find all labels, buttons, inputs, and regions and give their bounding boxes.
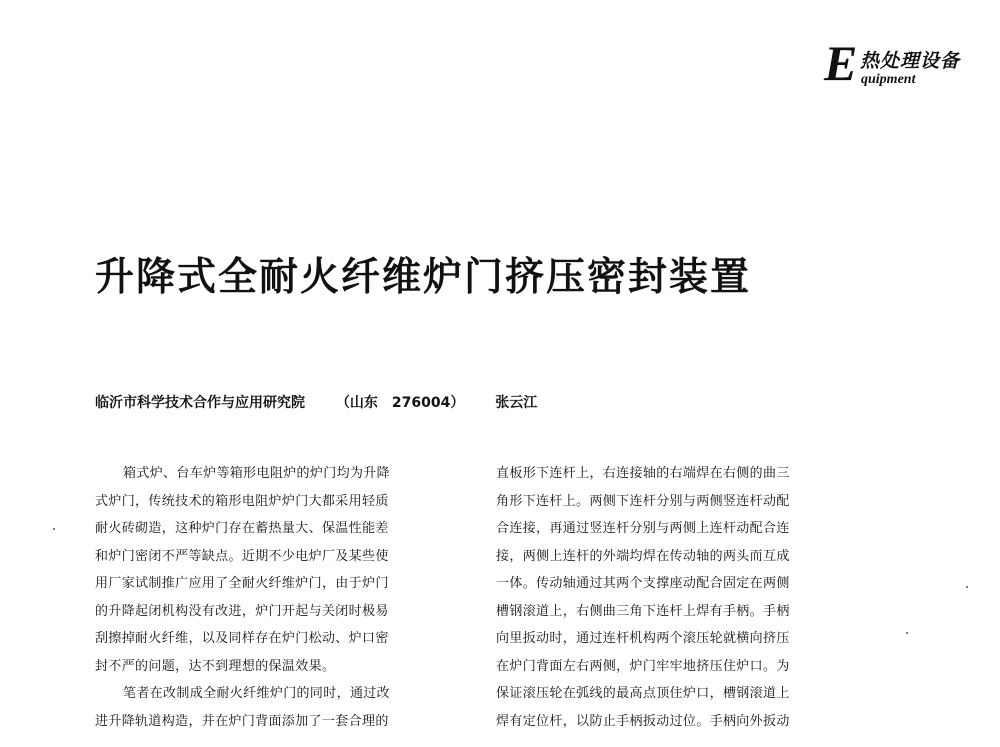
scan-speck [966, 586, 968, 588]
postal-code: （山东 276004） [335, 395, 465, 411]
body-column-left [95, 460, 463, 735]
text-line: 和炉门密闭不严等缺点。近期不少电炉厂及某些使 [95, 548, 389, 564]
text-line: 保证滚压轮在弧线的最高点顶住炉口，槽钢滚道上 [496, 686, 790, 701]
text-line: 直板形下连杆上，右连接轴的右端焊在右侧的曲三 [496, 466, 790, 481]
affiliation-line [95, 392, 537, 412]
text-line: 接，两侧上连杆的外端均焊在传动轴的两头而互成 [496, 548, 790, 564]
text-line: 槽钢滚道上，右侧曲三角下连杆上焊有手柄。手柄 [496, 603, 790, 619]
section-title-english: quipment [861, 72, 916, 87]
institution: 临沂市科学技术合作与应用研究院 [95, 395, 305, 411]
text-line: 合连接，再通过竖连杆分别与两侧上连杆动配合连 [496, 521, 790, 536]
text-line: 向里扳动时，通过连杆机构两个滚压轮就横向挤压 [496, 631, 790, 646]
text-line: 角形下连杆上。两侧下连杆分别与两侧竖连杆动配 [496, 493, 790, 509]
text-line: 焊有定位杆，以防止手柄扳动过位。手柄向外扳动 [496, 713, 790, 729]
text-line: 笔者在改制成全耐火纤维炉门的同时，通过改 [123, 686, 391, 701]
scan-speck [53, 528, 55, 530]
text-line: 一体。传动轴通过其两个支撑座动配合固定在两侧 [496, 576, 790, 591]
section-title-chinese: 热处理设备 [860, 50, 961, 72]
text-line: 箱式炉、台车炉等箱形电阻炉的炉门均为升降 [123, 466, 391, 481]
scan-speck [906, 632, 908, 634]
text-line: 刮擦掉耐火纤维，以及同样存在炉门松动、炉口密 [95, 631, 389, 646]
section-letter: E [824, 35, 858, 91]
article-title: 升降式全耐火纤维炉门挤压密封装置 [95, 255, 752, 300]
text-line: 进升降轨道构造，并在炉门背面添加了一套合理的 [95, 713, 389, 729]
text-line: 封不严的问题，达不到理想的保温效果。 [95, 658, 336, 674]
text-line: 式炉门，传统技术的箱形电阻炉炉门大都采用轻质 [95, 493, 389, 509]
text-line: 用厂家试制推广应用了全耐火纤维炉门，由于炉门 [95, 576, 389, 591]
body-column-right [496, 460, 864, 735]
section-header-mark [824, 35, 984, 92]
author-name: 张云江 [495, 395, 538, 411]
text-line: 在炉门背面左右两侧，炉门牢牢地挤压住炉口。为 [496, 658, 790, 674]
text-line: 耐火砖砌造，这种炉门存在蓄热量大、保温性能差 [95, 521, 389, 536]
text-line: 的升降起闭机构没有改进，炉门开起与关闭时极易 [95, 603, 389, 619]
